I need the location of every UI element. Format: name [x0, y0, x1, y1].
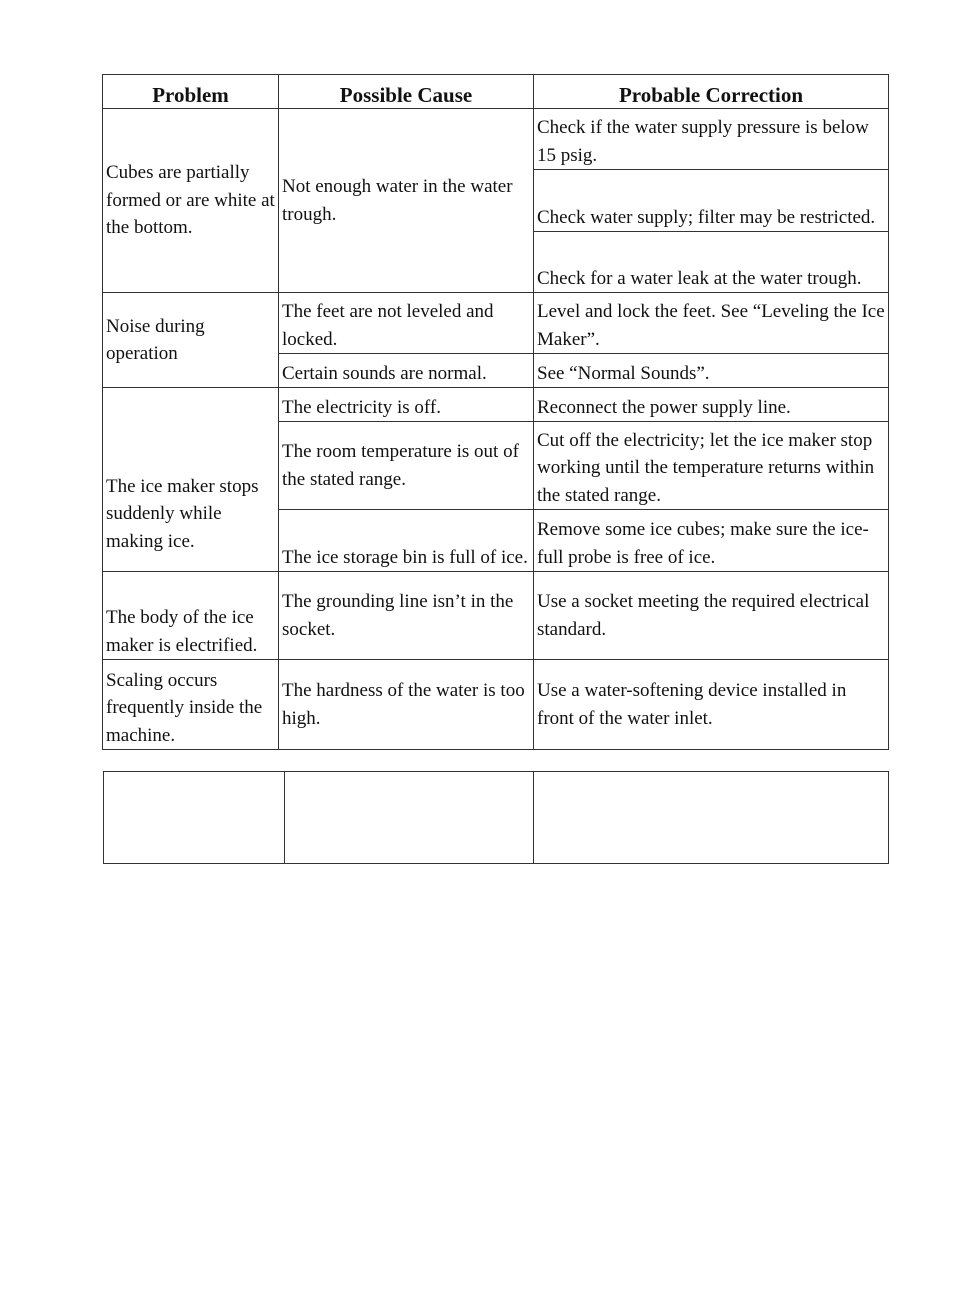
correction-cell: Use a water-softening device installed in front of the water inlet.: [534, 660, 889, 750]
table-row: [103, 293, 889, 354]
cause-cell: Certain sounds are normal.: [279, 354, 534, 388]
problem-cell: Noise during operation: [103, 293, 279, 388]
cause-cell: The ice storage bin is full of ice.: [279, 510, 534, 572]
cause-cell: The electricity is off.: [279, 388, 534, 422]
correction-cell: Use a socket meeting the required electrical standard.: [534, 572, 889, 660]
cause-cell: Not enough water in the water trough.: [279, 109, 534, 293]
problem-cell: The body of the ice maker is electrified.: [103, 572, 279, 660]
correction-cell: Remove some ice cubes; make sure the ice-full probe is free of ice.: [534, 510, 889, 572]
problem-cell: Scaling occurs frequently inside the machine.: [103, 660, 279, 750]
correction-cell: Check if the water supply pressure is below 15 psig.: [534, 109, 889, 170]
header-possible-cause: Possible Cause: [279, 75, 534, 109]
cause-cell: The feet are not leveled and locked.: [279, 293, 534, 354]
header-probable-correction: Probable Correction: [534, 75, 889, 109]
table-row: [103, 109, 889, 170]
empty-cell: [534, 772, 889, 864]
cause-cell: The hardness of the water is too high.: [279, 660, 534, 750]
empty-cell: [285, 772, 534, 864]
problem-cell: Cubes are partially formed or are white at the bottom.: [103, 109, 279, 293]
cause-cell: The room temperature is out of the stated range.: [279, 422, 534, 510]
correction-cell: Cut off the electricity; let the ice maker stop working until the temperature returns within the stated range.: [534, 422, 889, 510]
empty-table-row: [104, 772, 889, 864]
troubleshooting-table: [102, 74, 889, 750]
correction-cell: Check water supply; filter may be restricted.: [534, 170, 889, 232]
correction-cell: Reconnect the power supply line.: [534, 388, 889, 422]
correction-cell: Level and lock the feet. See “Leveling the Ice Maker”.: [534, 293, 889, 354]
empty-table: [103, 771, 889, 864]
empty-cell: [104, 772, 285, 864]
correction-cell: See “Normal Sounds”.: [534, 354, 889, 388]
table-row: [103, 572, 889, 660]
problem-cell: The ice maker stops suddenly while making ice.: [103, 388, 279, 572]
table-row: [103, 388, 889, 422]
table-row: [103, 660, 889, 750]
correction-cell: Check for a water leak at the water trough.: [534, 232, 889, 293]
table-header-row: [103, 75, 889, 109]
cause-cell: The grounding line isn’t in the socket.: [279, 572, 534, 660]
header-problem: Problem: [103, 75, 279, 109]
